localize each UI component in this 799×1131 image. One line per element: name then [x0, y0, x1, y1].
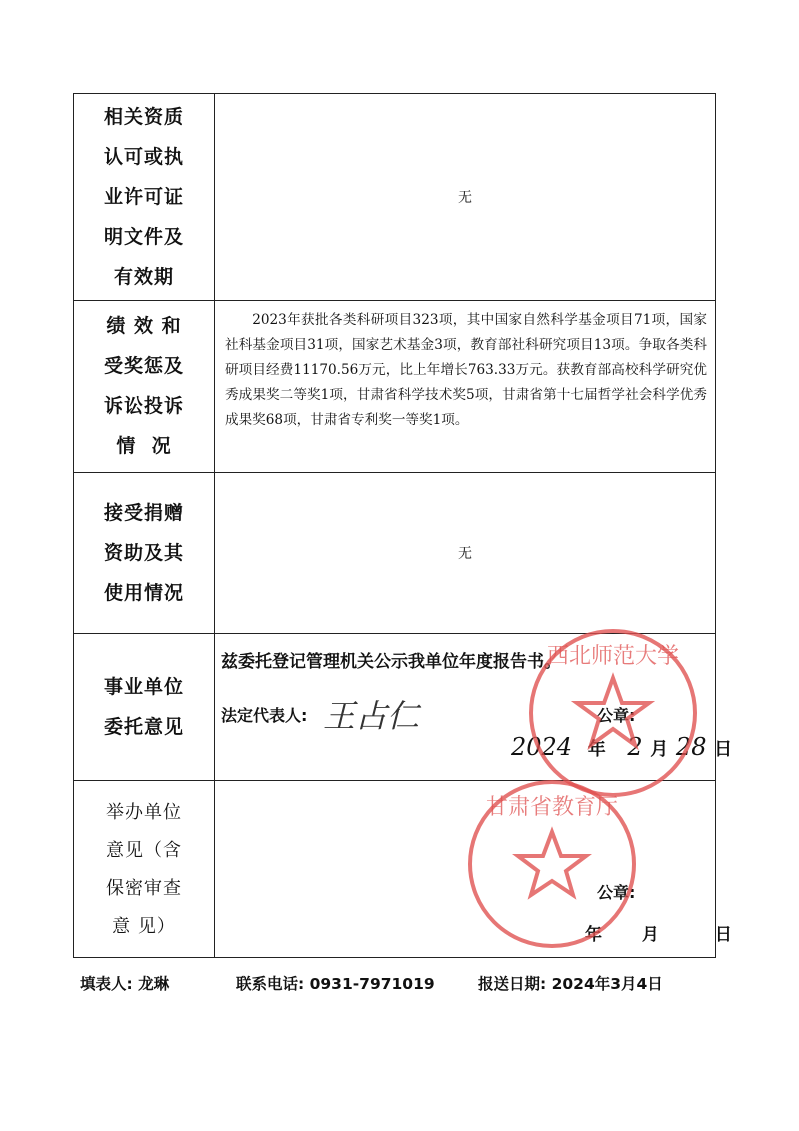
donation-label [74, 472, 214, 633]
submit-date: 报送日期: 2024年3月4日 [478, 975, 663, 993]
legal-rep-label: 法定代表人: [221, 706, 308, 725]
seal-lettering: 甘肃省教育厅 [485, 795, 619, 820]
sponsor-cell [215, 780, 732, 959]
date-month: 2 [627, 733, 643, 761]
contact-phone: 联系电话: 0931-7971019 [236, 975, 435, 993]
label-line: 有效期 [113, 266, 174, 288]
date-day-unit: 日 [714, 925, 732, 945]
filler-info: 填表人: 龙琳 [80, 975, 170, 993]
date-year: 2024 [511, 733, 573, 761]
legal-rep-signature: 王占仁 [323, 697, 420, 735]
sponsor-label [74, 780, 214, 959]
seal-lettering: 西北师范大学 [546, 644, 680, 669]
label-line: 事业单位 [103, 675, 184, 698]
sponsor-date [585, 920, 732, 945]
date-day: 28 [675, 733, 707, 761]
donation-value [215, 472, 715, 633]
label-line: 举办单位 [106, 801, 182, 823]
entrust-statement: 兹委托登记管理机关公示我单位年度报告书。 [221, 652, 561, 672]
date-year-unit: 年 [587, 739, 606, 760]
date-month-unit: 月 [650, 739, 669, 760]
label-line: 相关资质 [103, 106, 184, 128]
entrust-label [74, 633, 214, 780]
label-line: 委托意见 [103, 715, 184, 738]
date-year-unit: 年 [585, 925, 602, 945]
performance-text: 2023年获批各类科研项目323项，其中国家自然科学基金项目71项，国家社科基金项目31项，国家艺术基金3项，教育部社科研究项目13项。争取各类科研项目经费11170.56万元，比上年增长763.33万元。获教育部高校科学研究优秀成果奖二等奖1项，甘肃省科学技术奖5项，甘肃省第十七届哲学社会科学优秀成果奖68项，甘肃省专利奖一等奖1项。 [225, 312, 707, 428]
entrust-cell [215, 633, 733, 780]
date-month-unit: 月 [641, 925, 659, 945]
seal-label: 公章: [597, 706, 636, 725]
label-line: 意 见） [112, 915, 176, 937]
label-line: 业许可证 [103, 186, 184, 208]
label-line: 明文件及 [103, 226, 184, 248]
qualification-label [74, 94, 214, 300]
label-line: 保密审查 [106, 877, 182, 899]
sponsor-seal-label: 公章: [597, 883, 636, 902]
donation-value-text: 无 [458, 545, 472, 562]
label-line: 资助及其 [103, 541, 184, 564]
qualification-value-text: 无 [458, 190, 472, 206]
label-line: 诉讼投诉 [103, 395, 184, 417]
date-day-unit: 日 [714, 739, 733, 760]
entrust-date [511, 733, 732, 761]
qualification-value [215, 94, 715, 300]
label-line: 情 况 [116, 435, 172, 457]
performance-label [74, 300, 214, 472]
label-line: 使用情况 [103, 581, 184, 604]
label-line: 认可或执 [103, 146, 184, 168]
report-form-table [73, 93, 733, 958]
label-line: 受奖惩及 [103, 355, 184, 377]
label-line: 意见（含 [106, 839, 182, 861]
label-line: 绩 效 和 [106, 315, 182, 337]
label-line: 接受捐赠 [103, 501, 184, 524]
